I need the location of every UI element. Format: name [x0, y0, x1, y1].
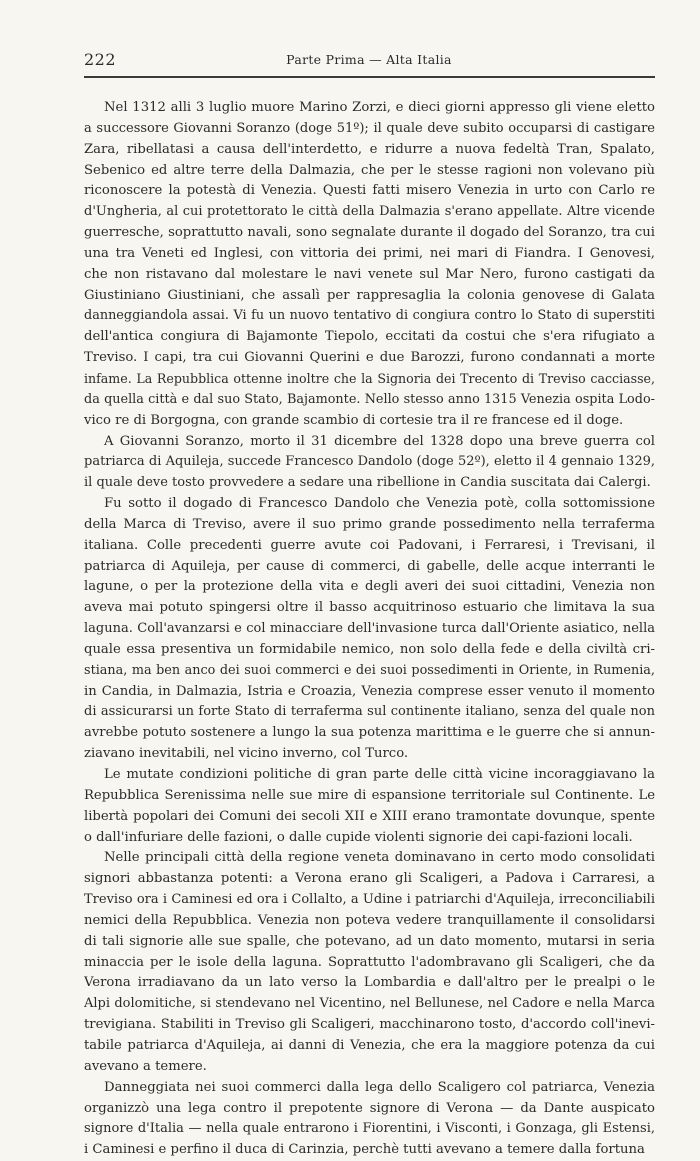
page-number: 222 — [84, 50, 117, 69]
paragraph — [84, 765, 655, 848]
page-header — [84, 50, 654, 72]
text-line: riconoscere la potestà di Venezia. Questi fatti misero Venezia in urto con Carlo re — [84, 183, 655, 199]
text-line: i Caminesi e perfino il duca di Carinzia, perchè tutti avevano a temere dalla fortuna — [84, 1142, 645, 1158]
text-line: nemici della Repubblica. Venezia non poteva vedere tranquillamente il consolidarsi — [84, 912, 655, 928]
text-line: danneggiandola assai. Vi fu un nuovo tentativo di congiura contro lo Stato di superstiti — [84, 308, 655, 324]
text-line: guerresche, soprattutto navali, sono segnalate durante il dogado del Soranzo, tra cui — [84, 225, 655, 241]
text-line: una tra Veneti ed Inglesi, con vittoria dei primi, nei mari di Fiandra. I Genovesi, — [84, 245, 655, 261]
paragraph — [84, 494, 655, 765]
paragraph — [84, 848, 655, 1077]
text-line: di tali signorie alle sue spalle, che potevano, ad un dato momento, mutarsi in seria — [84, 933, 655, 949]
text-line: aveva mai potuto spingersi oltre il basso acquitrinoso estuario che limitava la sua — [84, 600, 655, 616]
text-line: Sebenico ed altre terre della Dalmazia, che per le stesse ragioni non volevano più — [84, 162, 655, 178]
text-line: d'Ungheria, al cui protettorato le città della Dalmazia s'erano appellate. Altre vicende — [84, 204, 655, 220]
text-line: Nelle principali città della regione veneta dominavano in certo modo consolidati — [104, 850, 655, 866]
text-line: avevano a temere. — [84, 1058, 207, 1074]
running-title: Parte Prima — Alta Italia — [286, 52, 452, 67]
text-line: dell'antica congiura di Bajamonte Tiepolo, eccitati da costui che s'era rifugiato a — [84, 329, 655, 345]
text-line: Alpi dolomitiche, si stendevano nel Vicentino, nel Bellunese, nel Cadore e nella Marca — [84, 996, 655, 1012]
text-line: della Marca di Treviso, avere il suo primo grande possedimento nella terraferma — [84, 516, 655, 532]
text-line: stiana, ma ben anco dei suoi commerci e dei suoi possedimenti in Oriente, in Rumenia, — [84, 662, 655, 678]
text-line: signore d'Italia — nella quale entrarono i Fiorentini, i Visconti, i Gonzaga, gli Estensi, — [84, 1121, 655, 1137]
text-line: trevigiana. Stabiliti in Treviso gli Scaligeri, macchinarono tosto, d'accordo coll'inevi- — [84, 1017, 655, 1033]
text-line: patriarca di Aquileja, per cause di commerci, di gabelle, delle acque interranti le — [84, 558, 655, 574]
text-line: lagune, o per la protezione della vita e degli averi dei suoi cittadini, Venezia non — [84, 579, 655, 595]
text-line: Verona irradiavano da un lato verso la Lombardia e dall'altro per le prealpi o le — [84, 975, 655, 991]
text-line: Treviso ora i Caminesi ed ora i Collalto, a Udine i patriarchi d'Aquileja, irreconciliabili — [84, 892, 655, 908]
text-line: o dall'infuriare delle fazioni, o dalle cupide violenti signorie dei capi-fazioni locali. — [84, 829, 633, 845]
text-line: il quale deve tosto provvedere a sedare una ribellione in Candia suscitata dai Calergi. — [84, 475, 651, 491]
header-rule — [84, 76, 655, 78]
text-line: laguna. Coll'avanzarsi e col minacciare dell'invasione turca dall'Oriente asiatico, nella — [84, 621, 655, 637]
text-line: minaccia per le isole della laguna. Soprattutto l'adombravano gli Scaligeri, che da — [84, 954, 655, 970]
text-line: Repubblica Serenissima nelle sue mire di espansione territoriale sul Continente. Le — [84, 787, 655, 803]
paragraph — [84, 432, 655, 495]
text-line: che non ristavano dal molestare le navi venete sul Mar Nero, furono castigati da — [84, 266, 655, 282]
text-line: a successore Giovanni Soranzo (doge 51º); il quale deve subito occuparsi di castigare — [84, 120, 655, 136]
text-line: libertà popolari dei Comuni dei secoli XII e XIII erano tramontate dovunque, spente — [84, 808, 655, 824]
text-line: Treviso. I capi, tra cui Giovanni Querini e due Barozzi, furono condannati a morte — [84, 350, 655, 366]
text-line: A Giovanni Soranzo, morto il 31 dicembre del 1328 dopo una breve guerra col — [104, 433, 655, 449]
text-line: infame. La Repubblica ottenne inoltre che la Signoria dei Trecento di Treviso cacciasse, — [84, 370, 655, 386]
text-line: in Candia, in Dalmazia, Istria e Croazia, Venezia comprese esser venuto il momento — [84, 683, 655, 699]
text-line: organizzò una lega contro il prepotente signore di Verona — da Dante auspicato — [84, 1100, 655, 1116]
text-line: Giustiniano Giustiniani, che assalì per rappresaglia la colonia genovese di Galata — [84, 287, 655, 303]
text-line: di assicurarsi un forte Stato di terraferma sul continente italiano, senza del quale non — [84, 704, 655, 720]
text-line: avrebbe potuto sostenere a lungo la sua potenza marittima e le guerre che si annun- — [84, 725, 655, 741]
paragraph — [84, 1078, 655, 1161]
text-line: Zara, ribellatasi a causa dell'interdetto, e ridurre a nuova fedeltà Tran, Spalato, — [84, 141, 655, 157]
text-line: da quella città e dal suo Stato, Bajamonte. Nello stesso anno 1315 Venezia ospita Lodo- — [84, 391, 655, 407]
text-line: ziavano inevitabili, nel vicino inverno, col Turco. — [84, 746, 409, 762]
text-line: Danneggiata nei suoi commerci dalla lega dello Scaligero col patriarca, Venezia — [104, 1079, 655, 1095]
text-line: tabile patriarca d'Aquileja, ai danni di Venezia, che era la maggiore potenza da cui — [84, 1037, 655, 1053]
text-line: signori abbastanza potenti: a Verona erano gli Scaligeri, a Padova i Carraresi, a — [84, 871, 655, 887]
text-line: Le mutate condizioni politiche di gran parte delle città vicine incoraggiavano la — [104, 767, 655, 782]
text-line: Fu sotto il dogado di Francesco Dandolo che Venezia potè, colla sottomissione — [104, 496, 655, 512]
text-line: quale essa presentiva un formidabile nemico, non solo della fede e della civiltà cri- — [84, 641, 655, 657]
text-line: italiana. Colle precedenti guerre avute coi Padovani, i Ferraresi, i Trevisani, il — [84, 537, 655, 553]
text-line: patriarca di Aquileja, succede Francesco Dandolo (doge 52º), eletto il 4 gennaio 1329, — [84, 454, 655, 470]
text-line: vico re di Borgogna, con grande scambio di cortesie tra il re francese ed il doge. — [84, 412, 624, 428]
paragraph — [84, 98, 655, 432]
body-text — [84, 98, 655, 1161]
text-line: Nel 1312 alli 3 luglio muore Marino Zorzi, e dieci giorni appresso gli viene eletto — [104, 100, 655, 115]
